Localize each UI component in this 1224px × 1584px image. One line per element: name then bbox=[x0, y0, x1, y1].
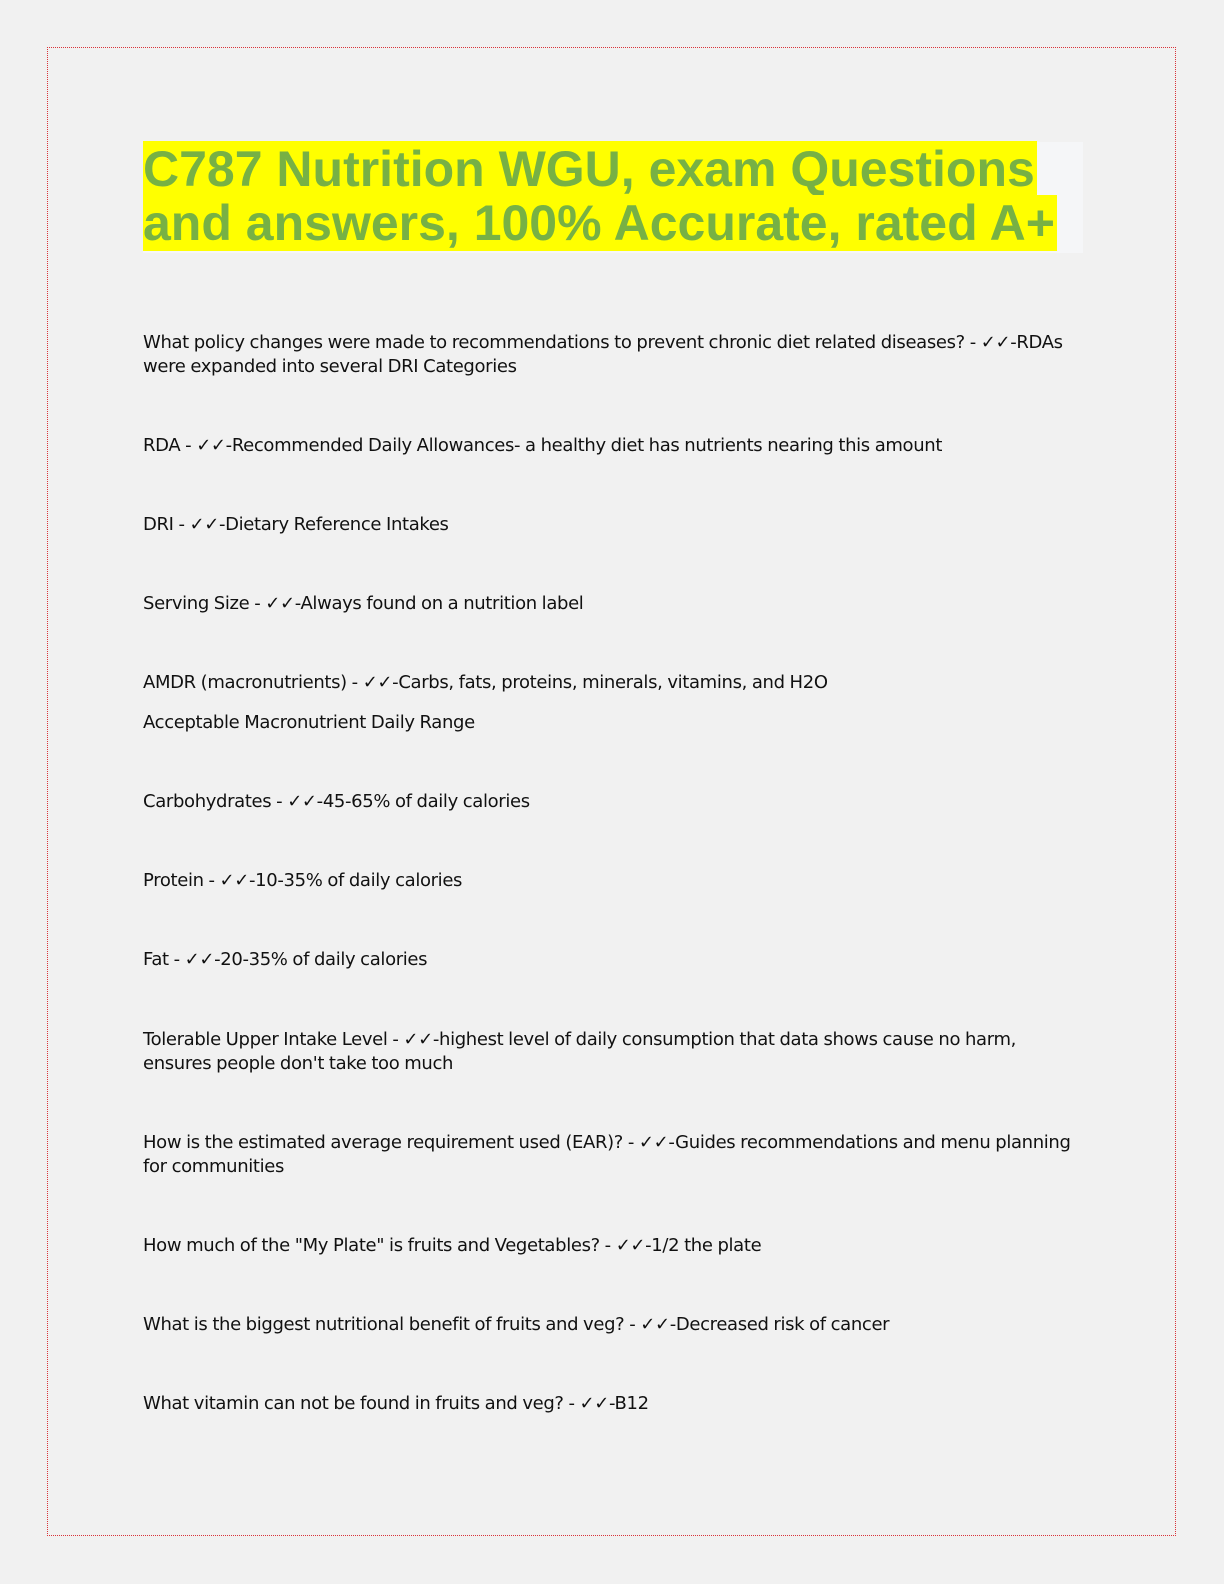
double-check-icon: ✓✓ bbox=[362, 672, 393, 693]
qa-item-vitamin bbox=[143, 1392, 1073, 1416]
double-check-icon: ✓✓ bbox=[403, 1029, 433, 1050]
qa-question: Tolerable Upper Intake Level - bbox=[143, 1029, 404, 1050]
double-check-icon: ✓✓ bbox=[196, 435, 226, 456]
qa-answer: -Carbs, fats, proteins, minerals, vitamins, and H2O bbox=[392, 672, 828, 693]
qa-answer: -45-65% of daily calories bbox=[316, 791, 530, 812]
title-block bbox=[143, 142, 1083, 253]
qa-answer: -Always found on a nutrition label bbox=[294, 593, 584, 614]
qa-question: Fat - bbox=[143, 949, 185, 970]
qa-item-carbohydrates bbox=[143, 790, 1073, 814]
qa-item-policy-changes bbox=[143, 331, 1073, 379]
qa-answer: -B12 bbox=[609, 1393, 649, 1414]
double-check-icon: ✓✓ bbox=[640, 1314, 670, 1335]
title-line-2: and answers, 100% Accurate, rated A+ bbox=[143, 195, 1055, 251]
qa-item-dri bbox=[143, 513, 1073, 537]
qa-item-amdr-extra: Acceptable Macronutrient Daily Range bbox=[143, 712, 475, 733]
qa-question: How is the estimated average requirement used (EAR)? - bbox=[143, 1132, 639, 1153]
qa-question: Serving Size - bbox=[143, 593, 266, 614]
double-check-icon: ✓✓ bbox=[980, 332, 1011, 353]
title-highlight bbox=[143, 141, 1057, 251]
qa-item-protein bbox=[143, 869, 1073, 893]
title-line-1: C787 Nutrition WGU, exam Questions bbox=[143, 141, 1035, 197]
qa-answer: -Guides recommendations and menu planning for communities bbox=[143, 1132, 1071, 1177]
qa-answer: -Recommended Daily Allowances- a healthy diet has nutrients nearing this amount bbox=[225, 435, 943, 456]
double-check-icon: ✓✓ bbox=[615, 1235, 646, 1256]
qa-question: DRI - bbox=[143, 514, 190, 535]
qa-item-benefit bbox=[143, 1313, 1073, 1337]
double-check-icon: ✓✓ bbox=[219, 870, 250, 891]
qa-answer: -highest level of daily consumption that data shows cause no harm, ensures people don't take too much bbox=[143, 1029, 1017, 1074]
qa-item-upper-intake bbox=[143, 1028, 1073, 1076]
qa-answer: -Decreased risk of cancer bbox=[669, 1314, 890, 1335]
qa-question: What policy changes were made to recommendations to prevent chronic diet related diseases? - bbox=[143, 332, 981, 353]
qa-question: RDA - bbox=[143, 435, 197, 456]
qa-answer: -20-35% of daily calories bbox=[214, 949, 428, 970]
qa-answer: -1/2 the plate bbox=[645, 1235, 762, 1256]
qa-answer: -Dietary Reference Intakes bbox=[218, 514, 449, 535]
qa-question: AMDR (macronutrients) - bbox=[143, 672, 363, 693]
double-check-icon: ✓✓ bbox=[265, 593, 295, 614]
qa-question: Carbohydrates - bbox=[143, 791, 288, 812]
qa-question: Protein - bbox=[143, 870, 220, 891]
double-check-icon: ✓✓ bbox=[638, 1132, 669, 1153]
qa-answer: -RDAs were expanded into several DRI Categories bbox=[143, 332, 1063, 377]
qa-answer: -10-35% of daily calories bbox=[249, 870, 463, 891]
qa-item-serving-size bbox=[143, 592, 1073, 616]
double-check-icon: ✓✓ bbox=[189, 514, 219, 535]
double-check-icon: ✓✓ bbox=[579, 1393, 609, 1414]
double-check-icon: ✓✓ bbox=[184, 949, 215, 970]
document-title bbox=[143, 142, 1083, 250]
qa-item-amdr bbox=[143, 671, 1073, 695]
qa-question: What vitamin can not be found in fruits and veg? - bbox=[143, 1393, 580, 1414]
qa-item-rda bbox=[143, 434, 1073, 458]
qa-item-my-plate bbox=[143, 1234, 1073, 1258]
qa-question: What is the biggest nutritional benefit of fruits and veg? - bbox=[143, 1314, 641, 1335]
qa-question: How much of the "My Plate" is fruits and Vegetables? - bbox=[143, 1235, 616, 1256]
qa-item-fat bbox=[143, 948, 1073, 972]
double-check-icon: ✓✓ bbox=[287, 791, 317, 812]
qa-item-ear bbox=[143, 1131, 1073, 1179]
